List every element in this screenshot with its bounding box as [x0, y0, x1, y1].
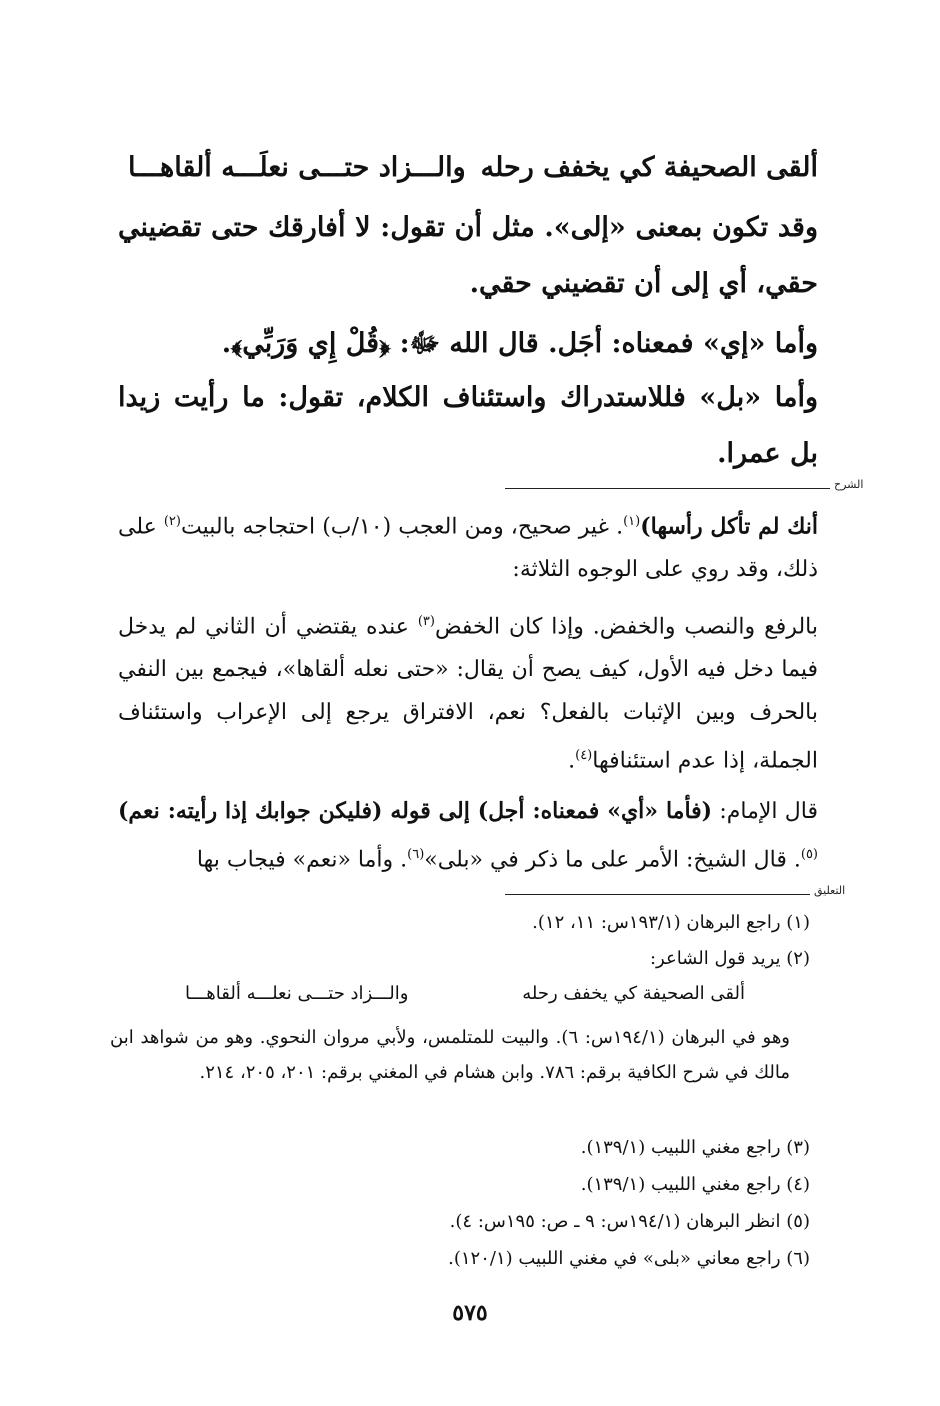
footnote-ref-4: (٤) [575, 748, 593, 764]
sharh-p2-rest: عنده يقتضي أن الثاني لم يدخل فيما دخل فيه الأول، كيف يصح أن يقال: «حتى نعله ألقاها»، فيجمع بين النفي بالحرف وبين الإثبات بالفعل؟ نعم، الافتراق يرجع إلى الإعراب واستئناف الجملة، إذا عدم استئنافها [118, 614, 818, 774]
sharh-paragraph-2 [118, 600, 818, 783]
footnote-ref-6: (٦) [407, 847, 425, 862]
sharh-p2-start: بالرفع والنصب والخفض. وإذا كان الخفض [434, 614, 818, 640]
sharh-paragraph-1 [118, 500, 818, 591]
verse-hemistich-2: والـــزاد حتـــى نعلَـــه ألقاهـــا [128, 152, 466, 183]
taaliq-label: التعليق [814, 884, 846, 897]
taaliq-separator [505, 894, 810, 895]
page-number: ٥٧٥ [452, 1300, 488, 1326]
footnote-3: (٣) راجع مغني اللبيب (١٣٩/١). [580, 1137, 810, 1158]
footnote-4: (٤) راجع مغني اللبيب (١٣٩/١). [580, 1174, 810, 1195]
sharh-paragraph-3 [118, 790, 818, 881]
sharh-p3-start: قال الإمام: [712, 799, 819, 824]
sharh-p3-mid: . قال الشيخ: الأمر على ما ذكر في «بلى» [424, 847, 801, 873]
sharh-p3-end: . وأما «نعم» فيجاب بها [196, 847, 408, 873]
sharh-label: الشرح [834, 478, 864, 491]
sharh-p3-bold: (فأما «أي» فمعناه: أجل) إلى قوله (فليكن جوابك إذا رأيته: نعم) [118, 798, 713, 824]
footnote-1: (١) راجع البرهان (١٩٣/١س: ١١، ١٢). [532, 912, 810, 933]
main-paragraph-1: وقد تكون بمعنى «إلى». مثل أن تقول: لا أفارقك حتى تقضيني حقي، أي إلى أن تقضيني حقي. [118, 212, 818, 299]
main-paragraph-2: وأما «إي» فمعناه: أجَل. قال الله ﷻ: ﴿قُلْ إِي وَرَبِّي﴾. [221, 328, 818, 359]
footnote-2-text: وهو في البرهان (١٩٤/١س: ٦). والبيت للمتلمس، ولأبي مروان النحوي. وهو من شواهد ابن مالك في شرح الكافية برقم: ٧٨٦. وابن هشام في المغني برقم: ٢٠١، ٢٠٥، ٢١٤. [110, 1027, 790, 1083]
sharh-p2-end: . [568, 748, 576, 774]
sharh-separator [505, 488, 830, 489]
main-paragraph-3: وأما «بل» فللاستدراك واستئناف الكلام، تقول: ما رأيت زيدا بل عمرا. [118, 382, 818, 469]
footnote-ref-1: (١) [623, 514, 641, 529]
footnote-ref-2: (٢) [163, 514, 181, 529]
footnote-ref-3: (٣) [417, 614, 435, 629]
fn-verse-hemistich-1: ألقى الصحيفة كي يخفف رحله [522, 983, 745, 1004]
footnote-ref-5: (٥) [800, 847, 818, 862]
sharh-p1-end: على ذلك، وقد روي على الوجوه الثلاثة: [118, 514, 818, 583]
verse-hemistich-1: ألقى الصحيفة كي يخفف رحله [480, 152, 818, 183]
fn-verse-hemistich-2: والـــزاد حتـــى نعلـــه ألقاهـــا [185, 983, 409, 1004]
footnote-6: (٦) راجع معاني «بلى» في مغني اللبيب (١٢٠/١). [448, 1248, 810, 1269]
footnote-2: (٢) يريد قول الشاعر: [649, 948, 810, 969]
footnote-5: (٥) انظر البرهان (١٩٤/١س: ٩ ـ ص: ١٩٥س: ٤). [449, 1211, 810, 1232]
sharh-p1-bold: أنك لم تأكل رأسها) [640, 513, 818, 540]
sharh-p1-rest: . غير صحيح، ومن العجب (١٠/ب) احتجاجه بالبيت [180, 514, 624, 540]
